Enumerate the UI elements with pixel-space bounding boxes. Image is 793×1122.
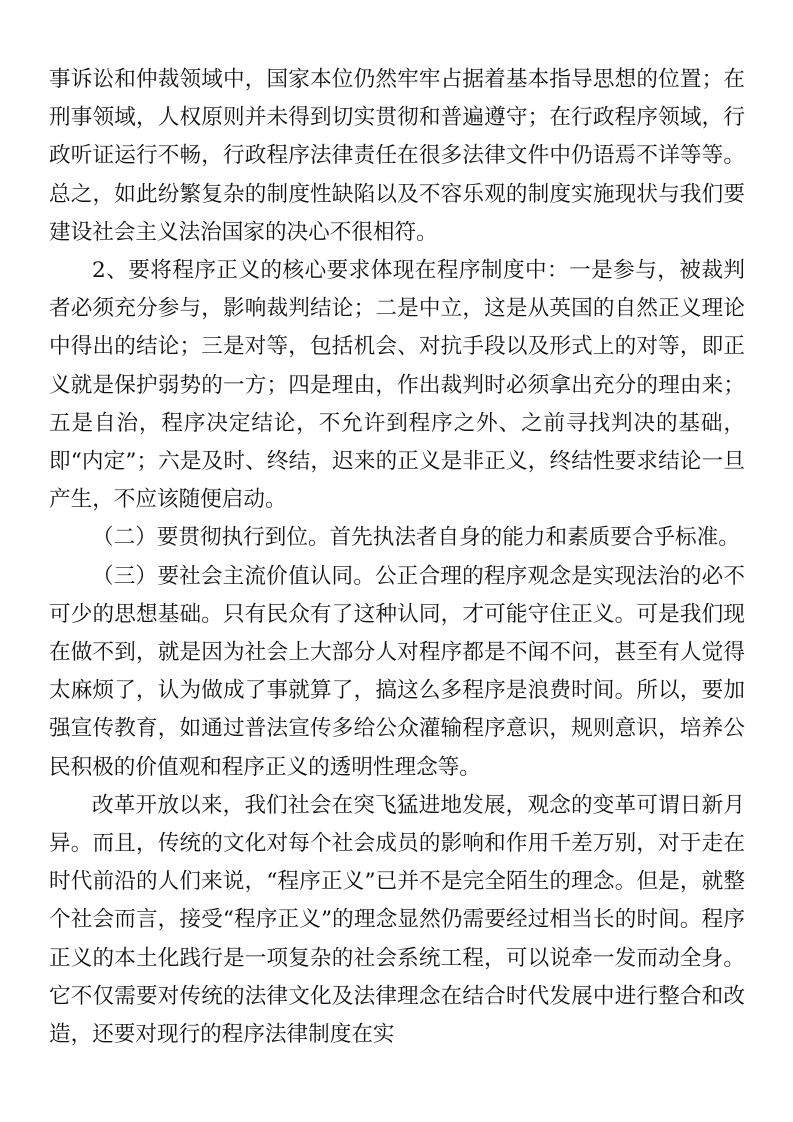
paragraph-enforcement: （二）要贯彻执行到位。首先执法者自身的能力和素质要合乎标准。	[92, 525, 740, 551]
paragraph-continuation: 事诉讼和仲裁领域中，国家本位仍然牢牢占据着基本指导思想的位置；在刑事领域，人权原则并未得到切实贯彻和普遍遵守；在行政程序领域，行政听证运行不畅，行政程序法律责任在很多法律文件中仍语焉不详等等。总之，如此纷繁复杂的制度性缺陷以及不容乐观的制度实施现状与我们要建设社会主义法治国家的决心不很相符。	[49, 67, 745, 245]
document-body	[49, 61, 745, 1054]
paragraph-value-recognition: （三）要社会主流价值认同。公正合理的程序观念是实现法治的必不可少的思想基础。只有民众有了这种认同，才可能守住正义。可是我们现在做不到，就是因为社会上大部分人对程序都是不闻不问，甚至有人觉得太麻烦了，认为做成了事就算了，搞这么多程序是浪费时间。所以，要加强宣传教育，如通过普法宣传多给公众灌输程序意识，规则意识，培养公民积极的价值观和程序正义的透明性理念等。	[49, 563, 745, 780]
paragraph-core-requirements: 2、要将程序正义的核心要求体现在程序制度中：一是参与，被裁判者必须充分参与，影响裁判结论；二是中立，这是从英国的自然正义理论中得出的结论；三是对等，包括机会、对抗手段以及形式上的对等，即正义就是保护弱势的一方；四是理由，作出裁判时必须拿出充分的理由来；五是自治，程序决定结论，不允许到程序之外、之前寻找判决的基础，即“内定”；六是及时、终结，迟来的正义是非正义，终结性要求结论一旦产生，不应该随便启动。	[49, 258, 745, 513]
paragraph-reform: 改革开放以来，我们社会在突飞猛进地发展，观念的变革可谓日新月异。而且，传统的文化对每个社会成员的影响和作用千差万别，对于走在时代前沿的人们来说，“程序正义”已并不是完全陌生的理念。但是，就整个社会而言，接受“程序正义”的理念显然仍需要经过相当长的时间。程序正义的本土化践行是一项复杂的社会系统工程，可以说牵一发而动全身。它不仅需要对传统的法律文化及法律理念在结合时代发展中进行整合和改造，还要对现行的程序法律制度在实	[49, 792, 745, 1048]
